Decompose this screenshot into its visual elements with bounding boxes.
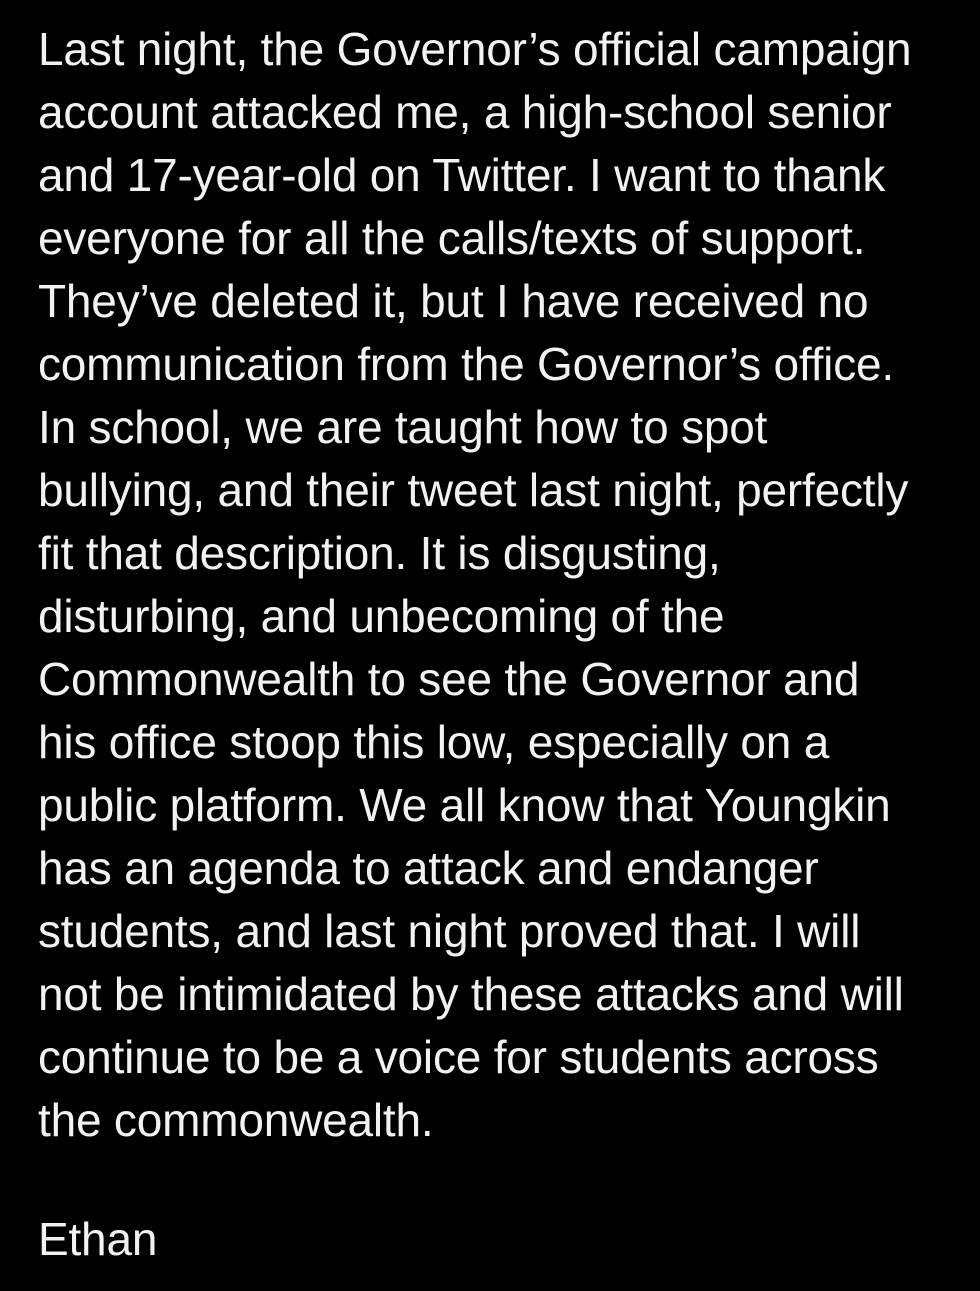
statement-body-text: Last night, the Governor’s official campaign account attacked me, a high-school senior and 17-year-old on Twitter. I want to thank everyone for all the calls/texts of support. They’ve deleted it, but I have received no communication from the Governor’s office. In school, we are taught how to spot bullying, and their tweet last night, perfectly fit that description. It is disgusting, disturbing, and unbecoming of the Commonwealth to see the Governor and his office stoop this low, especially on a public platform. We all know that Youngkin has an agenda to attack and endanger students, and last night proved that. I will not be intimidated by these attacks and will continue to be a voice for students across the commonwealth.: [38, 23, 924, 1146]
statement-signature: Ethan: [38, 1213, 158, 1265]
